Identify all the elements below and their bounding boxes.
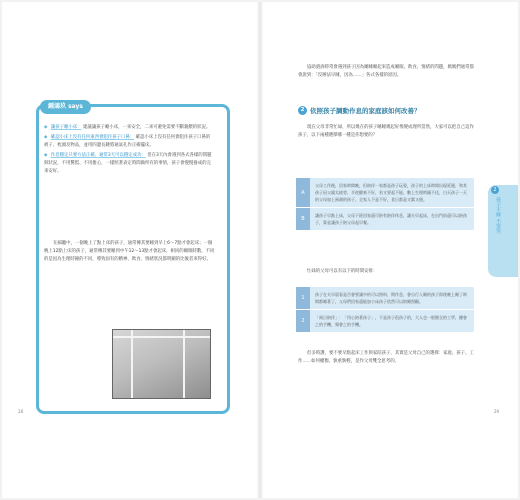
crib-bar (131, 330, 133, 398)
bullet-lead: 作息穩定只要方法正確、通常3天可以穩定成功： (50, 153, 146, 158)
bullet-dot-icon: ◆ (44, 153, 48, 158)
bullet-dot-icon: ◆ (44, 125, 48, 130)
bullet-text: 建議讓孩子睡小床，一來安全，二來可避免需要不斷親餵的狀況。 (82, 125, 211, 130)
step-text: 「兩日陪伴」：「用心陪著孩子」，不是孩子很孩子的，大人也一般健全的工學，擾會之的手機、聚會之的手機。 (315, 315, 467, 327)
bullet-dot-icon: ◆ (44, 135, 48, 140)
sidebar-title: 鍾鴻玖 says (40, 100, 91, 114)
option-row (296, 178, 474, 207)
step-row (296, 287, 474, 309)
baby-photo (112, 329, 211, 399)
bullet-text: 確認小床上沒有任何會阻住孩子口鼻的被子、枕頭及物品，並用四邊長鏈將通氣孔作正確擺床。 (44, 135, 211, 148)
step-label: 1 (296, 287, 310, 309)
closing-paragraph: 但多時護，要不要早點起床工作與家陪孩子，其實是父母自己的選擇：家庭、孩子、工作……如何權衡，孰重孰輕，是作父母雙全思考的。 (298, 351, 474, 364)
page-number-right: 29 (494, 409, 500, 414)
option-label: A (296, 178, 310, 207)
option-row (296, 208, 474, 230)
chapter-number: 2 (491, 186, 499, 194)
step-row (296, 310, 474, 332)
crib-rail (113, 336, 210, 338)
bullet-lead: 讓孩子睡小床： (50, 125, 82, 130)
mid-paragraph: 忙碌的父母可以有以下的時間安排： (307, 269, 378, 274)
left-page (2, 2, 260, 498)
option-label: B (296, 208, 310, 230)
options-table (296, 178, 474, 230)
bullet-text: 但在3天內會遇到各式各樣的問題與狀況，不用驚慌、不用擔心，一樣照著表定時間做所有的事情，孩子會慢慢養成的完來安好。 (44, 153, 212, 174)
question-title: 依照孩子調動作息的家庭該如何改善？ (310, 107, 421, 115)
page-number-left: 28 (18, 409, 24, 414)
question-heading (298, 106, 421, 115)
intro-paragraph: 協助諮詢時常會遇到孩子因為睡睡睡起來造成睡眠、飲食、情緒的問題，媽媽們通常都會說到：「沒辦法早睡，因為……」各式各樣的原因。 (298, 65, 474, 78)
step-label: 2 (296, 310, 310, 332)
question-number: 2 (298, 106, 307, 115)
right-page (260, 2, 518, 498)
sidebar-bullets (44, 124, 214, 178)
option-text: 讓孩子早點上床，父母下班回家還可陪有陪伴休息，讓夫早起床，在出門前還可以陪孩子，算是讓孩子陪父母起早餐。 (315, 213, 467, 225)
crib-bar (183, 330, 185, 398)
question-paragraph: 現在父母非常忙碌，所以幾在的孩子睡睡幾起好像變成理所當然，大家可以把自己這作孩子，以下兩種選擇哪一種是你想要的？ (298, 125, 474, 138)
steps-table (296, 287, 474, 332)
bullet-item (44, 124, 214, 132)
bullet-lead: 確認小床上沒有任何東西會阻住孩子口鼻： (50, 135, 135, 140)
book-spread (2, 2, 518, 498)
bullet-item (44, 152, 214, 176)
bullet-item (44, 134, 214, 150)
step-text: 孩子在夫早晨看是否會要讓中的可以照料，問作息，會自行入睡的孩子即使晚上睡了時間都睡著了，父母們回家還能加小床孩子依然可以陪睡照顧。 (315, 292, 467, 304)
sidebar-paragraph: 在細聽中，一個晚上了點上床的孩子，通常傳其要睡到早上6～7點才會起床；一個晚上12點上床的孩子，通常傳其要睡到中午12～13點才會起床，相同的睡眠時數，不同的是因為生理時鐘的不同，導致固有的精神、飲食、情緒狀況都明顯的比後者來得好。 (44, 241, 215, 262)
option-text: 父母工作後，回家時間晚，但陪伴一家都是孩子玩耍，孩子的上床時間出現延遲，和其孩子因父親太疲勞，半夜醒來不好，若又要起不能、數上生理時鐘不佳，白天孩子一天的父母加上兩歲的孩子，全家人不是不好，食日都是又累又倦。 (315, 183, 467, 202)
chapter-side-label: 孩子不睡 不要哭 (495, 197, 501, 234)
